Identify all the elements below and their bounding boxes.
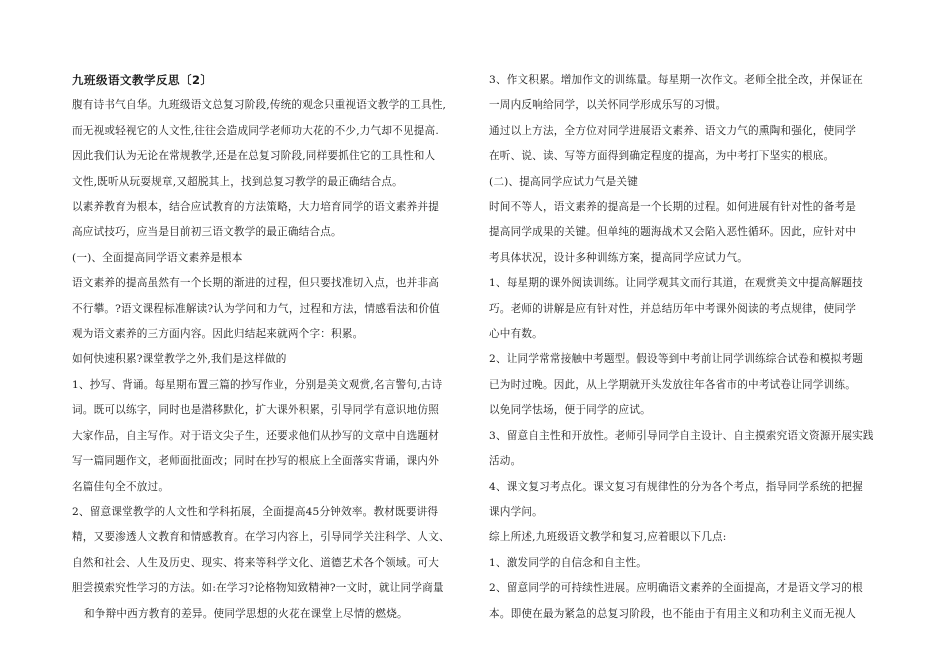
paragraph-line: 综上所述,九班级语文教学和复习,应着眼以下几点: <box>489 531 727 544</box>
paragraph-line: 观为语文素养的三方面内容。因此归结起来就两个字：积累。 <box>72 328 364 341</box>
paragraph-line: 巧。老师的讲解是应有针对性，并总结历年中考课外阅读的考点规律，使同学 <box>489 302 856 315</box>
paragraph-line: 在听、说、读、写等方面得到确定程度的提高，为中考打下坚实的根底。 <box>489 150 835 163</box>
paragraph-line: 2、留意课堂教学的人文性和学科拓展，全面提高45分钟效率。教材既要讲得 <box>72 505 439 518</box>
left-column <box>72 68 464 627</box>
paragraph-line: 高应试技巧，应当是目前初三语文教学的最正确结合点。 <box>72 226 342 239</box>
paragraph-line: 时间不等人，语文素养的提高是一个长期的过程。如何进展有针对性的备考是 <box>489 201 856 214</box>
right-column <box>489 68 881 627</box>
paragraph-line: 胆尝摸索究性学习的方法。如:在学习?论格物知致精神?一文时，就让同学商量 <box>72 582 444 595</box>
paragraph-line: 精，又要渗透人文教育和情感教育。在学习内容上，引导同学关注科学、人文、 <box>72 531 450 544</box>
paragraph-line: 因此我们认为无论在常规教学,还是在总复习阶段,同样要抓住它的工具性和人 <box>72 150 436 163</box>
paragraph-line: 以素养教育为根本，结合应试教育的方法策略，大力培育同学的语文素养并提 <box>72 201 439 214</box>
paragraph-line: 词。既可以练字，同时也是潜移默化，扩大课外积累，引导同学有意识地仿照 <box>72 404 439 417</box>
paragraph-line: 和争辩中西方教育的差异。使同学思想的火花在课堂上尽情的燃烧。 <box>84 607 408 620</box>
paragraph-line: 一周内反响给同学，以关怀同学形成乐写的习惯。 <box>489 99 727 112</box>
section-heading: (一)、全面提高同学语文素养是根本 <box>72 251 243 264</box>
paragraph-line: 3、作文积累。增加作文的训练量。每星期一次作文。老师全批全改，并保证在 <box>489 74 863 86</box>
paragraph-line: 以免同学怯场，便于同学的应试。 <box>489 404 651 417</box>
paragraph-line: 3、留意自主性和开放性。老师引导同学自主设计、自主摸索究语文资源开展实践 <box>489 429 874 442</box>
paragraph-line: 腹有诗书气自华。九班级语文总复习阶段,传统的观念只重视语文教学的工具性, <box>72 99 447 112</box>
paragraph-line: 而无视或轻视它的人文性,往往会造成同学老师功大花的不少,力气却不见提高. <box>72 124 439 137</box>
paragraph-line: 文性,既听从玩耍规章,又超脱其上，找到总复习教学的最正确结合点。 <box>72 175 403 188</box>
paragraph-line: 活动。 <box>489 455 522 468</box>
paragraph-line: 大家作品，自主写作。对于语文尖子生，还要求他们从抄写的文章中自选题材 <box>72 429 439 442</box>
paragraph-line: 语文素养的提高虽然有一个长期的渐进的过程，但只要找准切入点，也并非高 <box>72 277 439 290</box>
paragraph-line: 名篇佳句全不放过。 <box>72 480 170 493</box>
paragraph-line: 自然和社会、人生及历史、现实、将来等科学文化、道德艺术各个领域。可大 <box>72 556 439 569</box>
paragraph-line: 不行攀。?语文课程标准解读?认为学问和力气，过程和方法，情感看法和价值 <box>72 302 440 315</box>
paragraph-line: 2、让同学常常接触中考题型。假设等到中考前让同学训练综合试卷和模拟考题 <box>489 353 863 366</box>
paragraph-line: 1、抄写、背诵。每星期布置三篇的抄写作业，分别是美文观赏,名言警句,古诗 <box>72 378 443 391</box>
paragraph-line: 心中有数。 <box>489 328 543 341</box>
paragraph-line: 1、每星期的课外阅读训练。让同学观其文而行其道，在观赏美文中提高解题技 <box>489 277 863 290</box>
paragraph-line: 2、留意同学的可持续性进展。应明确语文素养的全面提高，才是语文学习的根 <box>489 582 863 595</box>
section-heading: (二)、提高同学应试力气是关键 <box>489 175 638 188</box>
paragraph-line: 课内学问。 <box>489 505 543 518</box>
paragraph-line: 4、课文复习考点化。课文复习有规律性的分为各个考点，指导同学系统的把握 <box>489 480 863 493</box>
paragraph-line: 通过以上方法，全方位对同学进展语文素养、语文力气的熏陶和强化，使同学 <box>489 124 856 137</box>
paragraph-line: 本。即使在最为紧急的总复习阶段，也不能由于有用主义和功利主义而无视人 <box>489 607 856 620</box>
paragraph-line: 已为时过晚。因此，从上学期就开头发放往年各省市的中考试卷让同学训练。 <box>489 378 856 391</box>
paragraph-line: 如何快速积累?课堂教学之外,我们是这样做的 <box>72 353 287 366</box>
paragraph-line: 考具体状况，设计多种训练方案，提高同学应试力气。 <box>489 251 749 264</box>
paragraph-line: 提高同学成果的关键。但单纯的题海战术又会陷入恶性循环。因此，应针对中 <box>489 226 856 239</box>
paragraph-line: 写一篇同题作文，老师面批面改；同时在抄写的根底上全面落实背诵，课内外 <box>72 455 439 468</box>
paragraph-line: 1、激发同学的自信念和自主性。 <box>489 556 648 569</box>
document-title: 九班级语文教学反思〔2〕 <box>72 73 213 87</box>
